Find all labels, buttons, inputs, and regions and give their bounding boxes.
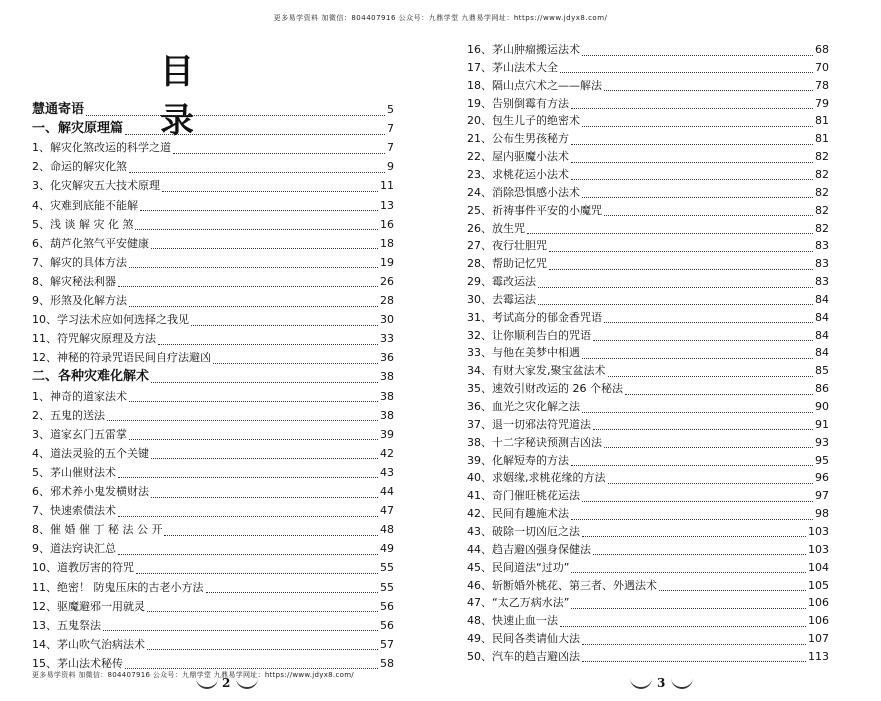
dot-leader (129, 296, 378, 307)
toc-entry-page: 98 (815, 507, 829, 521)
toc-entry-title: 40、求姻缘,求桃花缘的方法 (467, 471, 606, 485)
toc-entry[interactable] (32, 539, 394, 559)
toc-entry-title: 14、茅山吹气治病法术 (32, 637, 145, 651)
toc-entry-page: 84 (815, 346, 829, 360)
dot-leader (582, 634, 806, 645)
dot-leader (582, 116, 813, 127)
toc-entry-title: 9、形煞及化解方法 (32, 294, 127, 307)
toc-entry-page: 55 (380, 580, 394, 594)
toc-entry-page: 78 (815, 78, 829, 92)
toc-entry-title: 8、解灾秘法利器 (32, 274, 116, 288)
left-page (0, 0, 440, 701)
dot-leader (560, 62, 813, 73)
dot-leader (582, 348, 813, 359)
toc-entry-page: 70 (815, 60, 829, 74)
dot-leader (582, 651, 806, 662)
toc-entry-page: 83 (815, 257, 829, 271)
toc-entry-page: 79 (815, 96, 829, 110)
toc-entry-title: 4、灾难到底能不能解 (32, 198, 138, 212)
toc-entry-title: 11、绝密！ 防鬼压床的古老小方法 (32, 580, 204, 594)
dot-leader (604, 312, 813, 323)
toc-entry[interactable] (32, 138, 394, 158)
page-header: 更多易学资料 加微信：804407916 公众号：九鼎学堂 九鼎易学网址：https://www.jdyx8.com/ (273, 14, 608, 22)
toc-entry-page: 49 (380, 542, 394, 556)
dot-leader (571, 455, 813, 466)
toc-entry-title: 10、道教厉害的符咒 (32, 561, 134, 575)
toc-entry[interactable] (32, 616, 394, 636)
toc-entry-page: 5 (387, 103, 394, 116)
toc-entry-page: 82 (815, 150, 829, 164)
toc-entry-title: 23、求桃花运小法术 (467, 167, 569, 181)
dot-leader (164, 525, 378, 536)
toc-entry-page: 113 (808, 649, 829, 663)
dot-leader (140, 200, 378, 211)
toc-entry-title: 7、快速索债法术 (32, 504, 116, 518)
toc-entry-page: 97 (815, 489, 829, 503)
dot-leader (129, 429, 378, 440)
toc-entry[interactable] (32, 310, 394, 330)
toc-entry-title: 17、茅山法术大全 (467, 60, 558, 74)
toc-entry-title: 1、解灾化煞改运的科学之道 (32, 141, 171, 155)
toc-entry[interactable] (32, 234, 394, 254)
toc-entry-title: 1、神奇的道家法术 (32, 389, 127, 403)
toc-entry-title: 18、隔山点穴术之——解法 (467, 78, 602, 92)
dot-leader (538, 294, 813, 305)
dot-leader (118, 467, 378, 478)
dot-leader (571, 152, 813, 163)
toc-entry-page: 11 (380, 179, 394, 193)
toc-entry-page: 58 (380, 656, 394, 670)
toc-entry-page: 30 (380, 313, 394, 327)
dot-leader (147, 601, 378, 612)
toc-entry[interactable] (32, 387, 394, 407)
left-ornament (236, 675, 258, 689)
toc-entry-title: 49、民间各类请仙大法 (467, 632, 580, 646)
toc-entry-title: 39、化解短寿的方法 (467, 453, 569, 467)
toc-entry-page: 33 (380, 332, 394, 346)
dot-leader (659, 580, 806, 591)
toc-entry-page: 7 (387, 122, 394, 136)
toc-entry-page: 19 (380, 255, 394, 269)
toc-entry-title: 2、命运的解灾化煞 (32, 160, 127, 174)
toc-entry[interactable] (32, 367, 394, 387)
toc-entry[interactable] (32, 253, 394, 273)
toc-entry-page: 38 (380, 370, 394, 384)
toc-entry-page: 95 (815, 453, 829, 467)
dot-leader (593, 330, 813, 341)
dot-leader (125, 658, 378, 669)
dot-leader (571, 598, 806, 609)
toc-entry-title: 27、夜行壮胆咒 (467, 239, 547, 253)
page-title: 目 录 (160, 52, 262, 141)
toc-entry[interactable] (32, 100, 394, 120)
toc-entry-title: 二、各种灾难化解术 (32, 369, 150, 385)
dot-leader (151, 448, 378, 459)
toc-entry-page: 55 (380, 561, 394, 575)
dot-leader (118, 276, 378, 287)
toc-entry-title: 9、道法窍诀汇总 (32, 542, 116, 556)
toc-entry[interactable] (32, 196, 394, 216)
dot-leader (151, 372, 378, 383)
toc-entry[interactable] (32, 597, 394, 617)
toc-entry[interactable] (32, 348, 394, 368)
toc-entry-title: 45、民间道法“过功” (467, 560, 570, 574)
toc-entry-page: 38 (380, 408, 394, 422)
toc-entry-page: 82 (815, 203, 829, 217)
dot-leader (147, 639, 378, 650)
toc-entry-page: 18 (380, 236, 394, 250)
toc-entry[interactable] (32, 425, 394, 445)
toc-entry-page: 106 (808, 596, 829, 610)
dot-leader (608, 473, 814, 484)
toc-entry-title: 43、破除一切凶厄之法 (467, 524, 580, 538)
toc-entry-page: 84 (815, 310, 829, 324)
toc-entry-page: 81 (815, 114, 829, 128)
toc-entry[interactable] (32, 444, 394, 464)
dot-leader (213, 353, 378, 364)
toc-entry-title: 48、快速止血一法 (467, 614, 558, 628)
right-page-number: 3 (657, 676, 666, 690)
toc-entry-title: 31、考试高分的郁金香咒语 (467, 310, 602, 324)
toc-entry-title: 3、化灾解灾五大技术原理 (32, 179, 160, 193)
toc-entry-title: 46、斩断婚外桃花、第三者、外遇法术 (467, 578, 657, 592)
toc-entry-title: 38、十二字秘诀预测吉凶法 (467, 435, 602, 449)
toc-entry[interactable] (32, 578, 394, 598)
toc-entry-title: 20、包生儿子的绝密术 (467, 114, 580, 128)
toc-entry-page: 103 (808, 542, 829, 556)
dot-leader (118, 506, 378, 517)
dot-leader (560, 616, 806, 627)
toc-entry[interactable] (467, 647, 829, 667)
toc-entry-title: 42、民间有趣施术法 (467, 507, 569, 521)
dot-leader (538, 277, 813, 288)
toc-entry-page: 13 (380, 198, 394, 212)
right-ornament (630, 675, 652, 689)
toc-entry[interactable] (32, 558, 394, 578)
dot-leader (86, 105, 385, 116)
toc-entry-page: 39 (380, 427, 394, 441)
dot-leader (129, 391, 378, 402)
toc-entry-title: 11、符咒解灾原理及方法 (32, 332, 156, 346)
dot-leader (582, 45, 813, 56)
toc-entry-title: 6、邪术养小鬼发横财法 (32, 485, 149, 498)
toc-entry-title: 16、茅山肿瘤搬运法术 (467, 43, 580, 56)
dot-leader (549, 241, 813, 252)
left-footer: 更多易学资料 加微信：804407916 公众号：九鼎学堂 九鼎易学网址：https://www.jdyx8.com/ (32, 671, 354, 679)
dot-leader (136, 563, 378, 574)
toc-entry-title: 10、学习法术应如何选择之我见 (32, 313, 189, 327)
toc-entry-title: 25、祈祷事件平安的小魔咒 (467, 203, 602, 217)
toc-entry-page: 47 (380, 504, 394, 518)
dot-leader (125, 124, 385, 135)
toc-entry[interactable] (32, 329, 394, 349)
toc-entry-title: 8、催 婚 催 丁 秘 法 公 开 (32, 523, 163, 537)
dot-leader (135, 219, 378, 230)
toc-entry-page: 83 (815, 239, 829, 253)
toc-entry-title: 50、汽车的趋吉避凶法 (467, 649, 580, 663)
toc-entry-title: 34、有财大家发,聚宝盆法术 (467, 364, 606, 378)
dot-leader (582, 187, 813, 198)
dot-leader (571, 509, 813, 520)
toc-entry-page: 48 (380, 523, 394, 537)
toc-entry-title: 慧通寄语 (32, 102, 85, 117)
toc-entry-page: 82 (815, 221, 829, 235)
toc-entry-title: 24、消除恐惧感小法术 (467, 185, 580, 199)
toc-entry[interactable] (32, 157, 394, 177)
toc-entry-title: 33、与他在美梦中相遇 (467, 346, 580, 360)
toc-entry-page: 56 (380, 599, 394, 613)
dot-leader (582, 526, 806, 537)
toc-entry-page: 42 (380, 446, 394, 460)
toc-entry-page: 26 (380, 274, 394, 288)
toc-entry-page: 7 (387, 141, 394, 155)
toc-entry-page: 56 (380, 618, 394, 632)
toc-entry-title: 28、帮助记忆咒 (467, 257, 547, 271)
toc-entry-page: 57 (380, 637, 394, 651)
toc-entry-title: 5、茅山催财法术 (32, 465, 116, 479)
dot-leader (118, 544, 378, 555)
left-page-number: 2 (222, 676, 231, 690)
toc-entry-title: 19、告别倒霉有方法 (467, 96, 569, 110)
toc-entry[interactable] (32, 520, 394, 540)
toc-entry-page: 82 (815, 167, 829, 181)
dot-leader (191, 315, 378, 326)
dot-leader (571, 169, 813, 180)
toc-entry-title: 35、速效引财改运的 26 个秘法 (467, 382, 623, 396)
right-ornament (671, 675, 693, 689)
toc-entry-title: 32、让你顺利告白的咒语 (467, 328, 591, 342)
dot-leader (571, 134, 813, 145)
toc-entry[interactable] (32, 176, 394, 196)
dot-leader (604, 80, 813, 91)
toc-entry[interactable] (32, 463, 394, 483)
dot-leader (527, 223, 813, 234)
toc-entry-title: 12、驱魔避邪一用就灵 (32, 599, 145, 613)
toc-entry-page: 96 (815, 471, 829, 485)
toc-entry[interactable] (32, 482, 394, 502)
dot-leader (151, 238, 378, 249)
dot-leader (549, 259, 813, 270)
toc-entry-title: 41、奇门催旺桃花运法 (467, 489, 580, 503)
toc-entry-title: 2、五鬼的送法 (32, 408, 105, 422)
toc-entry[interactable] (32, 215, 394, 235)
toc-entry[interactable] (32, 406, 394, 426)
toc-entry-page: 105 (808, 578, 829, 592)
toc-entry-page: 81 (815, 132, 829, 146)
toc-entry-title: 5、浅 谈 解 灾 化 煞 (32, 217, 134, 231)
dot-leader (604, 205, 813, 216)
dot-leader (103, 620, 378, 631)
dot-leader (162, 181, 378, 192)
dot-leader (582, 402, 813, 413)
toc-entry-page: 106 (808, 614, 829, 628)
toc-entry-page: 90 (815, 400, 829, 413)
toc-entry-page: 86 (815, 382, 829, 396)
dot-leader (206, 582, 379, 593)
dot-leader (582, 491, 813, 502)
toc-entry[interactable] (32, 119, 394, 139)
toc-entry[interactable] (32, 635, 394, 655)
toc-entry-page: 104 (808, 560, 829, 574)
toc-entry[interactable] (32, 272, 394, 292)
dot-leader (129, 257, 378, 268)
toc-entry-title: 22、屋内驱魔小法术 (467, 150, 569, 164)
toc-entry-title: 15、茅山法术秘传 (32, 656, 123, 670)
toc-entry-page: 93 (815, 435, 829, 449)
toc-entry-page: 38 (380, 389, 394, 403)
toc-entry-page: 84 (815, 328, 829, 342)
toc-entry-page: 84 (815, 292, 829, 306)
toc-entry-title: 4、道法灵验的五个关键 (32, 446, 149, 460)
toc-entry[interactable] (32, 291, 394, 311)
toc-entry-title: 37、退一切邪法符咒道法 (467, 417, 591, 431)
dot-leader (158, 334, 378, 345)
toc-entry-page: 85 (815, 364, 829, 378)
toc-entry-title: 26、放生咒 (467, 221, 525, 235)
dot-leader (129, 162, 385, 173)
toc-entry[interactable] (32, 501, 394, 521)
dot-leader (593, 419, 813, 430)
dot-leader (571, 98, 813, 109)
left-ornament (196, 675, 218, 689)
toc-entry-title: 36、血光之灾化解之法 (467, 400, 580, 413)
dot-leader (625, 384, 813, 395)
toc-entry-page: 107 (808, 632, 829, 646)
dot-leader (173, 143, 385, 154)
toc-entry-title: 30、去霉运法 (467, 292, 536, 306)
toc-entry-page: 16 (380, 217, 394, 231)
toc-entry-page: 43 (380, 465, 394, 479)
toc-entry-title: 44、趋吉避凶强身保健法 (467, 542, 591, 556)
dot-leader (151, 487, 378, 498)
toc-entry-title: 47、“太乙万病水法” (467, 596, 570, 610)
toc-entry-title: 13、五鬼祭法 (32, 618, 101, 632)
toc-entry-title: 29、霉改运法 (467, 275, 536, 289)
toc-entry-page: 28 (380, 294, 394, 307)
toc-entry-page: 91 (815, 417, 829, 431)
dot-leader (604, 437, 813, 448)
toc-entry-title: 一、解灾原理篇 (32, 121, 124, 137)
toc-entry-page: 44 (380, 485, 394, 498)
toc-entry-page: 36 (380, 351, 394, 365)
toc-entry-page: 83 (815, 275, 829, 289)
toc-entry-page: 82 (815, 185, 829, 199)
toc-entry-title: 3、道家玄门五雷掌 (32, 427, 127, 441)
toc-entry-title: 6、葫芦化煞气平安健康 (32, 236, 149, 250)
toc-entry-page: 103 (808, 524, 829, 538)
toc-entry-page: 68 (815, 43, 829, 56)
toc-entry-title: 7、解灾的具体方法 (32, 255, 127, 269)
dot-leader (571, 562, 806, 573)
dot-leader (107, 410, 378, 421)
dot-leader (593, 544, 806, 555)
toc-entry-title: 21、公布生男孩秘方 (467, 132, 569, 146)
dot-leader (608, 366, 814, 377)
toc-entry-title: 12、神秘的符录咒语民间自疗法避凶 (32, 351, 211, 365)
toc-entry-page: 9 (387, 160, 394, 174)
